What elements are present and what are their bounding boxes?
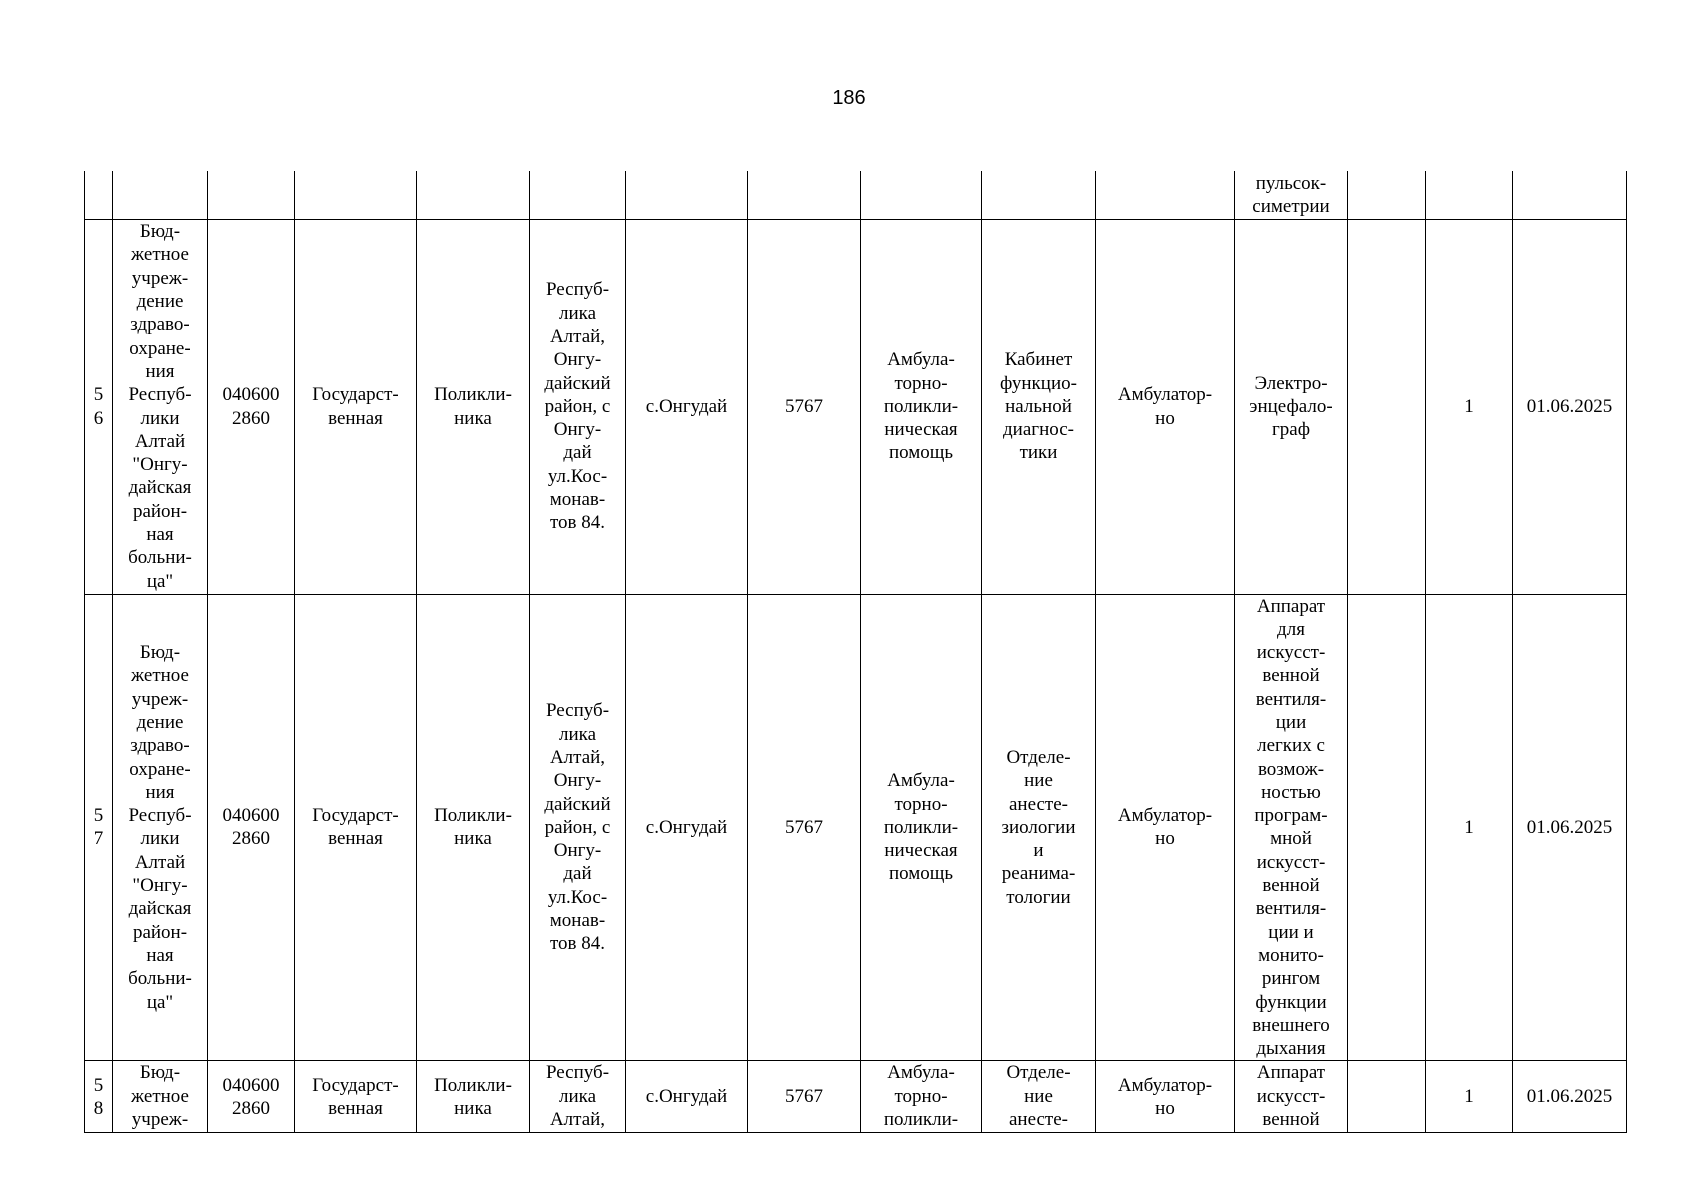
equipment-cell: Аппарат искусст- венной	[1235, 1061, 1348, 1133]
department-cell: Отделе- ние анесте-	[982, 1061, 1096, 1133]
quantity-cell: 1	[1426, 594, 1513, 1061]
population-cell: 5767	[748, 1061, 861, 1133]
population-cell: 5767	[748, 594, 861, 1061]
code-cell: 040600 2860	[208, 219, 295, 594]
quantity-cell: 1	[1426, 1061, 1513, 1133]
row-number-cell: 5 6	[85, 219, 113, 594]
facility-type-cell: Поликли- ника	[417, 219, 530, 594]
extra-cell	[1348, 594, 1426, 1061]
page-number: 186	[832, 87, 866, 109]
organization-cell: Бюд- жетное учреж-	[113, 1061, 208, 1133]
code-cell: 040600 2860	[208, 594, 295, 1061]
extra-cell	[1348, 219, 1426, 594]
conditions-cell: Амбулатор- но	[1096, 219, 1235, 594]
date-cell: 01.06.2025	[1513, 594, 1627, 1061]
department-cell: Отделе- ние анесте- зиологии и реанима- тологии	[982, 594, 1096, 1061]
organization-cell: Бюд- жетное учреж- дение здраво- охране- ния Респуб- лики Алтай "Онгу- дайская район- ная больни- ца"	[113, 219, 208, 594]
care-type-cell: Амбула- торно- поликли-	[861, 1061, 982, 1133]
address-cell: Респуб- лика Алтай, Онгу- дайский район, с Онгу- дай ул.Кос- монав- тов 84.	[530, 594, 626, 1061]
equipment-table	[84, 171, 1627, 1133]
facility-type-cell: Поликли- ника	[417, 1061, 530, 1133]
table-row	[85, 171, 1627, 219]
department-cell: Кабинет функцио- нальной диагнос- тики	[982, 219, 1096, 594]
row-number-cell: 5 7	[85, 594, 113, 1061]
ownership-cell: Государст- венная	[295, 1061, 417, 1133]
ownership-cell: Государст- венная	[295, 219, 417, 594]
settlement-cell: с.Онгудай	[626, 219, 748, 594]
facility-type-cell: Поликли- ника	[417, 594, 530, 1061]
quantity-cell: 1	[1426, 219, 1513, 594]
date-cell: 01.06.2025	[1513, 1061, 1627, 1133]
row-number-cell: 5 8	[85, 1061, 113, 1133]
care-type-cell: Амбула- торно- поликли- ническая помощь	[861, 594, 982, 1061]
population-cell: 5767	[748, 219, 861, 594]
equipment-cell: Электро- энцефало- граф	[1235, 219, 1348, 594]
table-row	[85, 594, 1627, 1061]
care-type-cell: Амбула- торно- поликли- ническая помощь	[861, 219, 982, 594]
equipment-cell: пульсок- симетрии	[1235, 171, 1348, 219]
extra-cell	[1348, 1061, 1426, 1133]
address-cell: Респуб- лика Алтай, Онгу- дайский район, с Онгу- дай ул.Кос- монав- тов 84.	[530, 219, 626, 594]
organization-cell: Бюд- жетное учреж- дение здраво- охране- ния Респуб- лики Алтай "Онгу- дайская район- ная больни- ца"	[113, 594, 208, 1061]
conditions-cell: Амбулатор- но	[1096, 1061, 1235, 1133]
settlement-cell: с.Онгудай	[626, 1061, 748, 1133]
equipment-cell: Аппарат для искусст- венной вентиля- ции легких с возмож- ностью програм- мной искусст- венной вентиля- ции и монито- рингом функции внешнего дыхания	[1235, 594, 1348, 1061]
table-row	[85, 219, 1627, 594]
settlement-cell: с.Онгудай	[626, 594, 748, 1061]
code-cell: 040600 2860	[208, 1061, 295, 1133]
address-cell: Респуб- лика Алтай,	[530, 1061, 626, 1133]
date-cell: 01.06.2025	[1513, 219, 1627, 594]
table-row	[85, 1061, 1627, 1133]
conditions-cell: Амбулатор- но	[1096, 594, 1235, 1061]
ownership-cell: Государст- венная	[295, 594, 417, 1061]
